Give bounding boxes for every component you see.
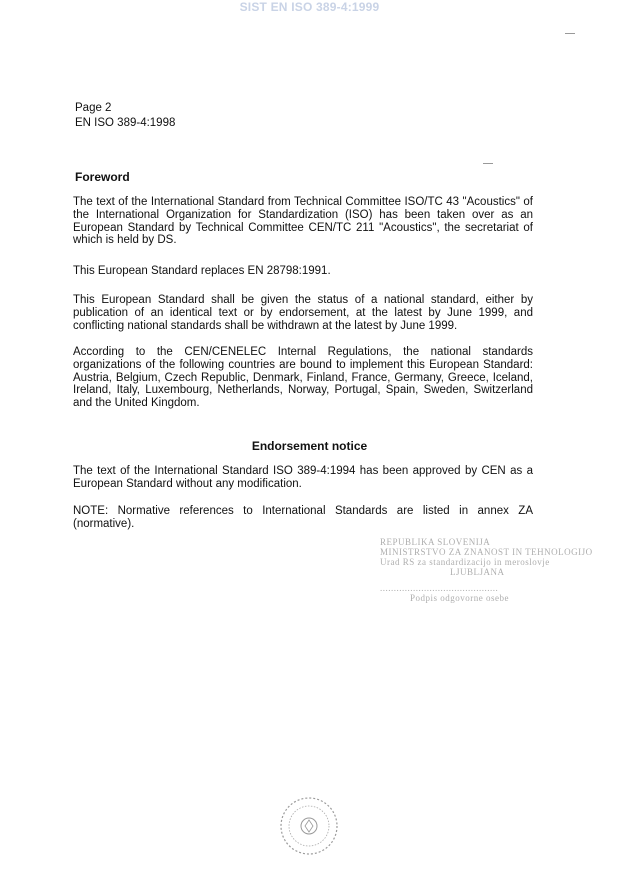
stamp-line: MINISTRSTVO ZA ZNANOST IN TEHNOLOGIJO [380, 547, 593, 557]
foreword-paragraph-1: The text of the International Standard from Technical Committee ISO/TC 43 "Acoustics" of the International Organization for Standardization (ISO) has been taken over as an European Standard by Technical Committee CEN/TC 211 "Acoustics", the secretariat of which is held by DS. [73, 196, 533, 247]
stamp-line: LJUBLJANA [450, 567, 505, 577]
scan-mark [483, 163, 493, 164]
watermark: SIST EN ISO 389-4:1999 [239, 0, 380, 14]
endorsement-title: Endorsement notice [251, 439, 368, 453]
stamp-line: ........................................... [380, 583, 499, 593]
endorsement-paragraph-1: The text of the International Standard ISO 389-4:1994 has been approved by CEN as a European Standard without any modification. [73, 465, 533, 490]
page-header [75, 101, 175, 131]
standard-code: EN ISO 389-4:1998 [75, 117, 176, 129]
foreword-paragraph-3: This European Standard shall be given the status of a national standard, either by publication of an identical text or by endorsement, at the latest by June 1999, and conflicting national standards shall be withdrawn at the latest by June 1999. [73, 294, 533, 332]
foreword-paragraph-4: According to the CEN/CENELEC Internal Regulations, the national standards organizations of the following countries are bound to implement this European Standard: Austria, Belgium, Czech Republic, Denmark, Finland, France, Germany, Greece, Iceland, Ireland, Italy, Luxembourg, Netherlands, Norway, Portugal, Spain, Sweden, Switzerland and the United Kingdom. [73, 346, 533, 410]
official-stamp [380, 537, 593, 603]
stamp-line: REPUBLIKA SLOVENIJA [380, 537, 491, 547]
page-number: Page 2 [75, 102, 112, 114]
stamp-line: Podpis odgovorne osebe [410, 593, 509, 603]
scan-mark [565, 33, 575, 34]
endorsement-paragraph-2: NOTE: Normative references to International Standards are listed in annex ZA (normative). [73, 505, 533, 530]
stamp-line: Urad RS za standardizacijo in meroslovje [380, 557, 550, 567]
round-seal-icon [278, 795, 340, 857]
foreword-title: Foreword [75, 170, 130, 184]
foreword-paragraph-2: This European Standard replaces EN 28798:1991. [73, 265, 331, 277]
